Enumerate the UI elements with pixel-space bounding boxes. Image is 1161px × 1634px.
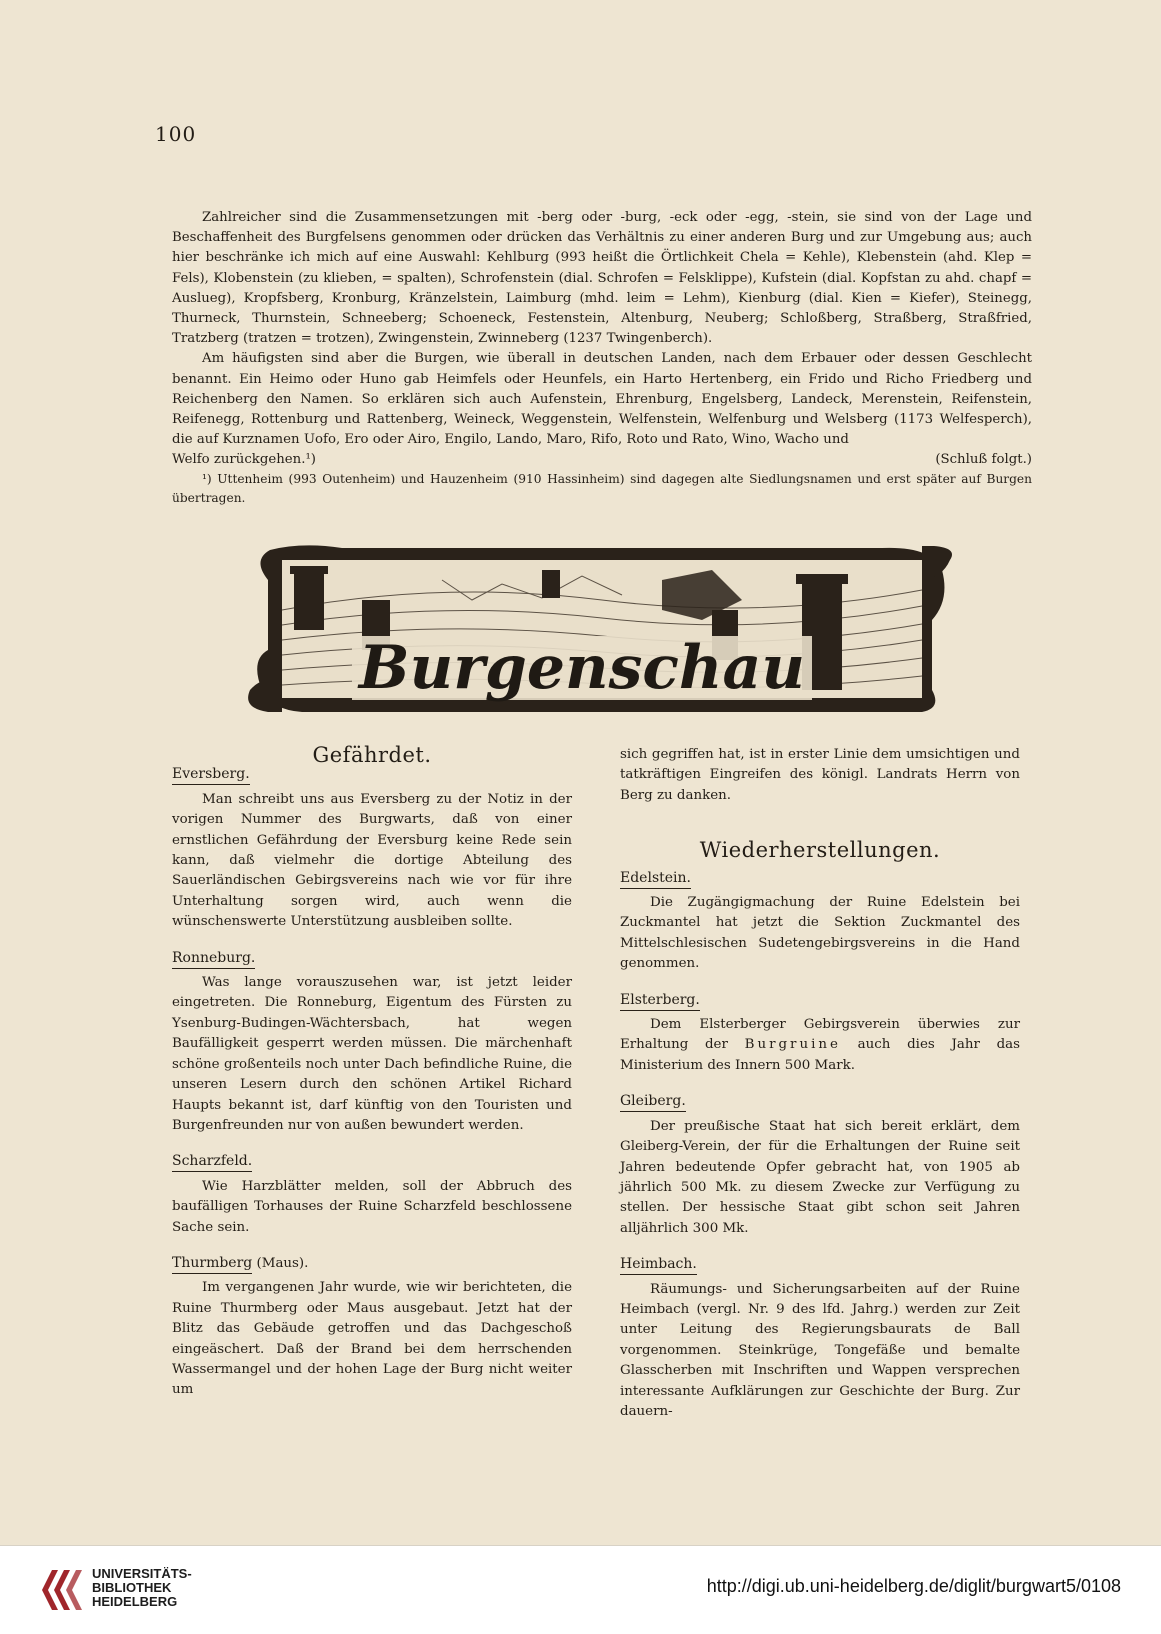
university-library-logo: [40, 1568, 84, 1612]
article-text: Wie Harzblätter melden, soll der Abbruch des baufälligen Torhauses der Ruine Scharzfeld beschlossene Sache sein.: [172, 1178, 572, 1235]
article-gleiberg: [620, 1092, 1020, 1239]
library-footer: [0, 1545, 1161, 1634]
right-column: [620, 745, 1020, 1438]
article-title: Eversberg.: [172, 765, 250, 785]
burgenschau-banner: [242, 540, 958, 718]
article-elsterberg: [620, 991, 1020, 1077]
intro-paragraph: Zahlreicher sind die Zusammensetzungen mit -berg oder -burg, -eck oder -egg, -stein, sie sind von der Lage und Beschaffenheit des Burgfelsens genommen oder drücken das Verhältnis zu einer anderen Burg und zur Umgebung aus; auch hier beschränke ich mich auf eine Auswahl: Kehlburg (993 heißt die Örtlichkeit Chela = Kehle), Klebenstein (ahd. Klep = Fels), Klobenstein (zu klieben, = spalten), Schrofenstein (dial. Schrofen = Felsklippe), Kufstein (dial. Kopfstan zu ahd. chapf = Auslueg), Kropfsberg, Kronburg, Kränzelstein, Laimburg (mhd. leim = Lehm), Kienburg (dial. Kien = Kiefer), Steinegg, Thurneck, Thurnstein, Schneeberg; Schoeneck, Festenstein, Altenburg, Neuberg; Schloßberg, Straßberg, Straßfried, Tratzberg (tratzen = trotzen), Zwingenstein, Zwinneberg (1237 Twingenberch).: [172, 210, 1032, 347]
article-text-part: Dem Elsterberger Gebirgsverein überwies zur Erhaltung der: [620, 1017, 1020, 1053]
to-be-continued-note: (Schluß folgt.): [935, 452, 1032, 468]
article-title: Gleiberg.: [620, 1092, 686, 1112]
article-text: Der preußische Staat hat sich bereit erklärt, dem Gleiberg-Verein, der für die Erhaltungen der Ruine seit Jahren bedeutende Opfer gebracht hat, von 1905 ab jährlich 500 Mk. zu diesem Zwecke zur Verfügung zu stellen. Der hessische Staat gibt schon seit Jahren alljährlich 300 Mk.: [620, 1118, 1020, 1236]
article-text: Im vergangenen Jahr wurde, wie wir berichteten, die Ruine Thurmberg oder Maus ausgebaut. Jetzt hat der Blitz das Gebäude getroffen und das Dachgeschoß eingeäschert. Daß der Brand bei dem herrschenden Wassermangel und der hohen Lage der Burg nicht weiter um: [172, 1280, 572, 1398]
article-scharzfeld: [172, 1152, 572, 1238]
article-ronneburg: [172, 949, 572, 1137]
article-thurmberg: [172, 1254, 572, 1401]
page-number: 100: [155, 122, 197, 146]
article-heimbach: [620, 1255, 1020, 1422]
footnote: ¹) Uttenheim (993 Outenheim) und Hauzenheim (910 Hassinheim) sind dagegen alte Siedlungsnamen und erst später auf Burgen übertragen.: [172, 472, 1032, 505]
section-heading-endangered: Gefährdet.: [312, 743, 432, 767]
library-name-line: HEIDELBERG: [92, 1594, 178, 1609]
article-title-suffix: (Maus).: [252, 1255, 309, 1271]
library-name-line: UNIVERSITÄTS-: [92, 1566, 192, 1581]
article-title: Ronneburg.: [172, 949, 255, 969]
article-title: Scharzfeld.: [172, 1152, 252, 1172]
article-text: Was lange vorauszusehen war, ist jetzt leider eingetreten. Die Ronneburg, Eigentum des Fürsten zu Ysenburg-Budingen-Wächtersbach, hat wegen Baufälligkeit gesperrt werden müssen. Die märchenhaft schöne großenteils noch unter Dach befindliche Ruine, die unseren Lesern durch den schönen Artikel Richard Haupts bekannt ist, darf künftig von den Touristen und Burgenfreunden nur von außen bewundert werden.: [172, 975, 572, 1133]
article-title: Heimbach.: [620, 1255, 697, 1275]
article-text-part: auch dies Jahr das Ministerium des Innern 500 Mark.: [620, 1037, 1020, 1073]
article-edelstein: [620, 869, 1020, 975]
article-text-emphasis: Burgruine: [744, 1037, 841, 1053]
article-text: Die Zugängigmachung der Ruine Edelstein bei Zuckmantel hat jetzt die Sektion Zuckmantel des Mittelschlesischen Sudetengebirgsvereins in die Hand genommen.: [620, 895, 1020, 972]
library-name: [92, 1567, 192, 1609]
source-url-link[interactable]: http://digi.ub.uni-heidelberg.de/diglit/burgwart5/0108: [706, 1576, 1121, 1596]
library-name-line: BIBLIOTHEK: [92, 1580, 172, 1595]
article-title: Edelstein.: [620, 869, 691, 889]
intro-paragraph-end: Welfo zurückgehen.¹): [172, 452, 316, 468]
article-eversberg: [172, 765, 572, 932]
intro-closing-line: [172, 450, 1032, 470]
article-text: Man schreibt uns aus Eversberg zu der Notiz in der vorigen Nummer des Burgwarts, daß von einer ernstlichen Gefährdung der Eversburg keine Rede sein kann, daß vielmehr die dortige Abteilung des Sauerländischen Gebirgsvereins nach wie vor für ihre Unterhaltung sorgen wird, auch wenn die wünschenswerte Unterstützung ausbleiben sollte.: [172, 791, 572, 930]
intro-paragraph: Am häufigsten sind aber die Burgen, wie überall in deutschen Landen, nach dem Erbauer oder dessen Geschlecht benannt. Ein Heimo oder Huno gab Heimfels oder Heunfels, ein Harto Hertenberg, ein Frido und Richo Friedberg und Reichenberg den Namen. So erklären sich auch Aufenstein, Ehrenburg, Engelsberg, Landeck, Merenstein, Reifenstein, Reifenegg, Rottenburg und Rattenberg, Weineck, Weggenstein, Welfenstein, Welfenburg und Welsberg (1173 Welfesperch), die auf Kurznamen Uofo, Ero oder Airo, Engilo, Lando, Maro, Rifo, Roto und Rato, Wino, Wacho und: [172, 351, 1032, 448]
section-heading-restorations: Wiederherstellungen.: [699, 838, 941, 863]
article-continuation: sich gegriffen hat, ist in erster Linie dem umsichtigen und tatkräftigen Eingreifen des königl. Landrats Herrn von Berg zu danken.: [620, 747, 1020, 803]
article-text: Räumungs- und Sicherungsarbeiten auf der Ruine Heimbach (vergl. Nr. 9 des lfd. Jahrg.) werden zur Zeit unter Leitung des Regierungsbaurats de Ball vorgenommen. Steinkrüge, Tongefäße und bemalte Glasscherben mit Inschriften und Wappen versprechen interessante Aufklärungen zur Geschichte der Burg. Zur dauern-: [620, 1281, 1020, 1419]
article-text: [620, 1015, 1020, 1076]
intro-text: [172, 208, 1032, 471]
article-title: Elsterberg.: [620, 991, 700, 1011]
left-column: [172, 745, 572, 1417]
article-title: Thurmberg: [172, 1254, 252, 1274]
banner-title: Burgenschau: [358, 633, 806, 703]
